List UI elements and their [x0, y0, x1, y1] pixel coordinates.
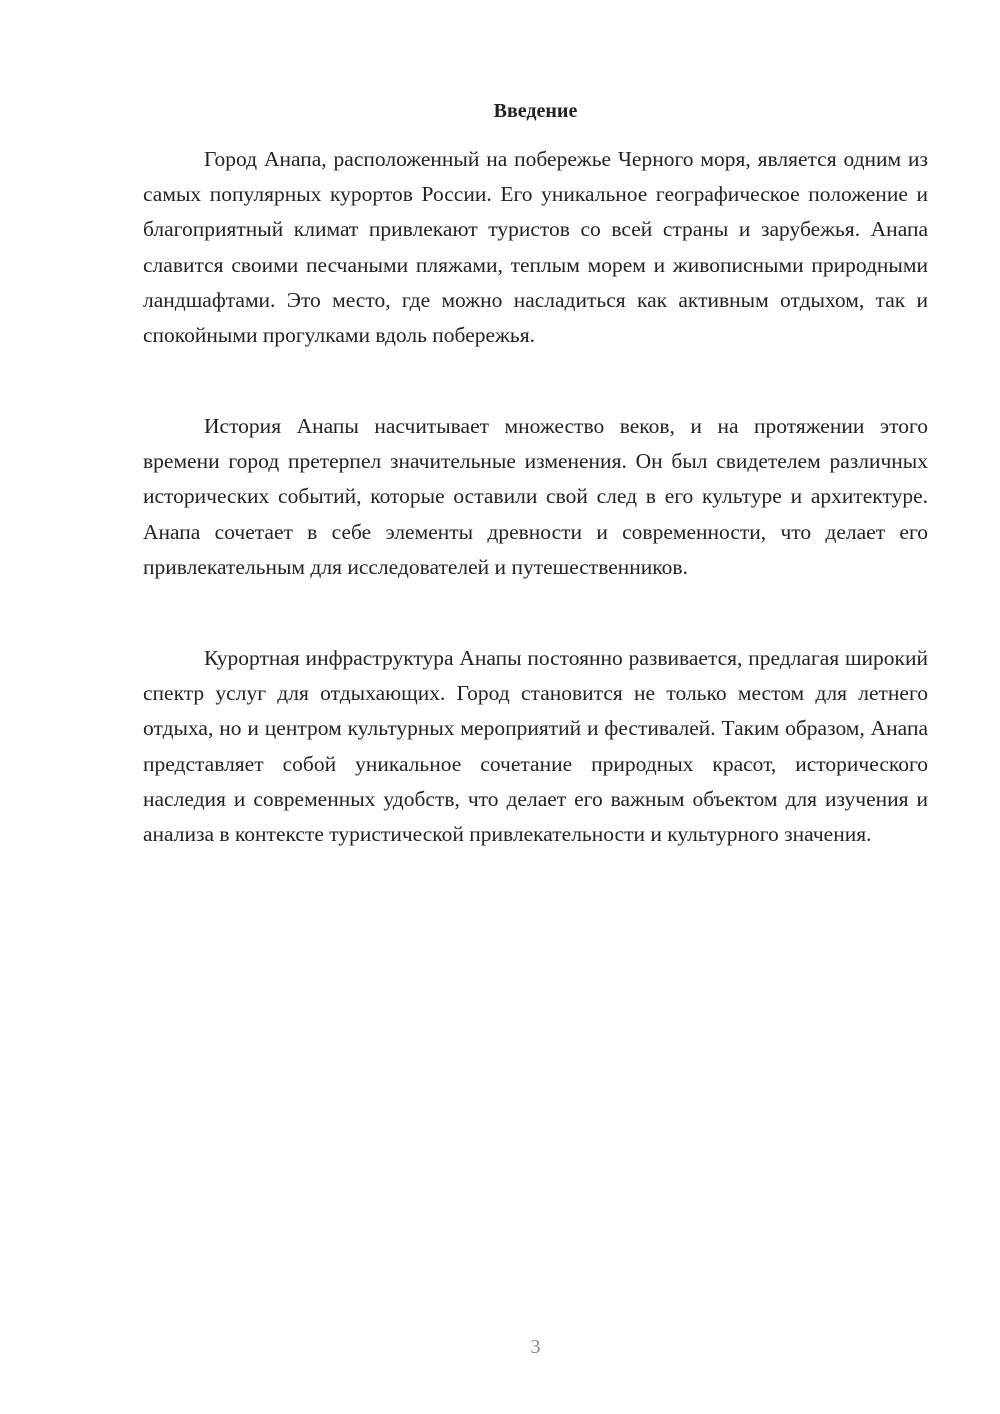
paragraph-intro-geography: Город Анапа, расположенный на побережье Черного моря, является одним из самых популярных курортов России. Его уникальное географическое положение и благоприятный климат привлекают туристов со всей страны и зарубежья. Анапа славится своими песчаными пляжами, теплым морем и живописными природными ландшафтами. Это место, где можно насладиться как активным отдыхом, так и спокойными прогулками вдоль побережья. — [143, 147, 928, 348]
paragraph-history: История Анапы насчитывает множество веков, и на протяжении этого времени город претерпел значительные изменения. Он был свидетелем различных исторических событий, которые оставили свой след в его культуре и архитектуре. Анапа сочетает в себе элементы древности и современности, что делает его привлекательным для исследователей и путешественников. — [143, 414, 928, 579]
section-heading: Введение — [493, 100, 578, 122]
page-number: 3 — [530, 1336, 541, 1358]
paragraph-infrastructure: Курортная инфраструктура Анапы постоянно развивается, предлагая широкий спектр услуг для отдыхающих. Город становится не только местом для летнего отдыха, но и центром культурных мероприятий и фестивалей. Таким образом, Анапа представляет собой уникальное сочетание природных красот, исторического наследия и современных удобств, что делает его важным объектом для изучения и анализа в контексте туристической привлекательности и культурного значения. — [143, 646, 928, 847]
